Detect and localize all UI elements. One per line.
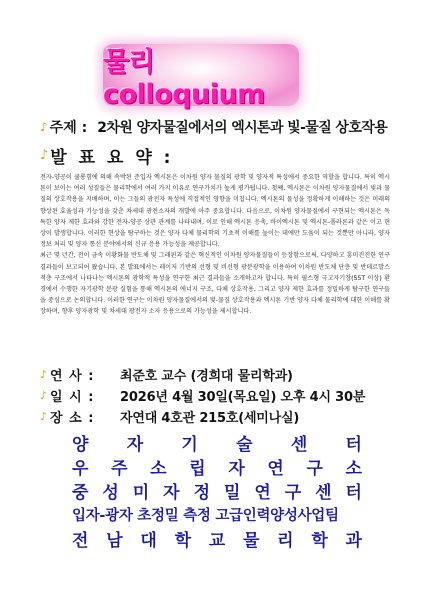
summary-heading-text: 발 표 요 약 : (50, 147, 174, 168)
place-value: 자연대 4호관 215호(세미나실) (120, 410, 300, 426)
organizer-char: 물 (242, 530, 260, 551)
organizer-char: 교 (208, 530, 226, 551)
subject-title: 2차원 양자물질에서의 엑시톤과 빛-물질 상호작용 (97, 120, 388, 136)
organizer-char: 남 (106, 530, 123, 551)
speaker-line (40, 365, 420, 383)
organizer-char: 구 (306, 458, 323, 479)
banner-title: 물리colloquium (103, 47, 265, 110)
date-label: 일 시 : (50, 389, 95, 405)
music-note-icon: ♪ (40, 388, 48, 402)
title-banner (103, 44, 299, 110)
organizer-char: 주 (111, 458, 128, 479)
organizer-char: 연 (267, 458, 284, 479)
organizer-char: 과 (345, 530, 362, 551)
organizer-char: 소 (345, 458, 362, 479)
subject-line (40, 117, 420, 137)
organizer-char: 정 (193, 482, 210, 503)
organizer-char: 기 (181, 434, 198, 455)
organizer-cnu-physics-dept (72, 526, 362, 550)
organizer-particle-photon-team (72, 502, 362, 526)
organizer-char: 중 (72, 482, 89, 503)
organizer-char: 터 (345, 434, 362, 455)
organizer-char: 터 (345, 482, 362, 503)
music-note-icon: ♪ (40, 409, 48, 423)
organizers (72, 430, 362, 550)
speaker-value: 최준호 교수 (경희대 물리학과) (120, 368, 293, 384)
organizer-char: 자 (126, 434, 144, 455)
organizer-char: 양 (72, 434, 89, 455)
speaker-label: 연 사 : (50, 368, 95, 384)
summary-heading (40, 145, 174, 168)
music-note-icon: ♪ (40, 147, 49, 163)
organizer-char: 술 (236, 434, 253, 455)
abstract-paragraph-2: 최근 몇 년간, 전이 금속 이황화물 반도체 및 그래핀과 같은 혁신적인 이차원 양자물질들이 등장함으로써, 다양하고 흥미진진한 연구결과들이 보고되어 왔습니다. 본 발표에서는 레이저 기반의 선형 및 비선형 광분광학을 이용하여 이차원 반도체 단층 및 반데르발스 적층 구조에서 나타나는 엑시톤의 광학적 특성을 연구한 최근 결과들을 소개하고자 합니다. 특히 필스형 극고자기장(55T 이상) 환경에서 수행한 자기광학 분광 실험을 통해 엑시톤의 에너지 구조, 다체 상호작용, 그리고 양자 제한 효과를 정밀하게 탐구한 연구들을 중심으로 논의합니다. 이러한 연구는 이차원 양자물질에서의 빛-물질 상호작용과 엑시톤 기반 양자 다체 물리학에 대한 이해를 확장하며, 향후 양자광학 및 차세대 광전자 소자 응용으로의 가능성을 제시합니다. (40, 252, 390, 316)
organizer-char: 학 (174, 530, 191, 551)
organizer-char: 리 (277, 530, 294, 551)
music-note-icon: ♪ (40, 367, 48, 381)
place-line (40, 407, 420, 425)
organizer-char: 대 (140, 530, 157, 551)
abstract (40, 172, 390, 318)
organizer-char: 자 (163, 482, 180, 503)
organizer-char: 성 (102, 482, 119, 503)
organizer-char: 립 (189, 458, 206, 479)
organizer-neutrino-precision-center (72, 478, 362, 502)
place-label: 장 소 : (50, 410, 95, 426)
organizer-char: 연 (254, 482, 271, 503)
organizer-quantum-tech-center (72, 430, 362, 454)
organizer-char: 미 (132, 482, 150, 503)
organizer-char: 자 (228, 458, 245, 479)
organizer-char: 센 (315, 482, 332, 503)
organizer-char: 학 (311, 530, 328, 551)
organizer-char: 전 (72, 530, 89, 551)
subject-label: 주제 : (49, 120, 88, 136)
organizer-char: 밀 (223, 482, 241, 503)
organizer-text: 입자-광자 초정밀 측정 고급인력양성사업팀 (72, 507, 339, 524)
organizer-char: 우 (72, 458, 89, 479)
abstract-paragraph-1: 전자-양공이 쿨롱힘에 의해 속박된 준입자 엑시톤은 이차원 양자 물질의 광학 및 양자적 특성에서 중요한 역할을 합니다. 특히 엑시톤이 보이는 여러 성질들은 물리학에서 여러 가지 이유로 연구가치가 높게 평가됩니다. 첫째, 엑시톤은 이차원 양자물질에서 빛과 물질의 상호작용을 지배하며, 이는 그들의 광전자 특성에 직접적인 영향을 미칩니다. 엑시톤의 물성을 정확하게 이해하는 것은 미래의 향상된 효율성과 기능성을 갖춘 차세대 광전소자의 개발에 아주 중요합니다. 다음으로, 이차원 양자물질에서 구현되는 엑시톤은 독특한 양자 제한 효과와 강한 전자-양공 상관 관계를 나타내며, 이로 인해 엑시톤 응축, 바이엑시톤 및 엑시톤-폴라론과 같은 이고 현상이 발생합니다. 이러한 현상을 탐구하는 것은 양자 다체 물리학의 기초적 이해를 높이는 데에만 도움이 되는 것뿐만 아니라, 양자 정보 처리 및 양자 통신 분야에서의 신규 응용 가능성을 제공합니다. (40, 174, 390, 249)
date-line (40, 386, 420, 404)
organizer-cosmic-particle-institute (72, 454, 362, 478)
organizer-char: 센 (290, 434, 308, 455)
music-note-icon: ♪ (40, 120, 48, 134)
organizer-char: 구 (284, 482, 302, 503)
organizer-char: 소 (150, 458, 167, 479)
date-value: 2026년 4월 30일(목요일) 오후 4시 30분 (120, 389, 366, 405)
